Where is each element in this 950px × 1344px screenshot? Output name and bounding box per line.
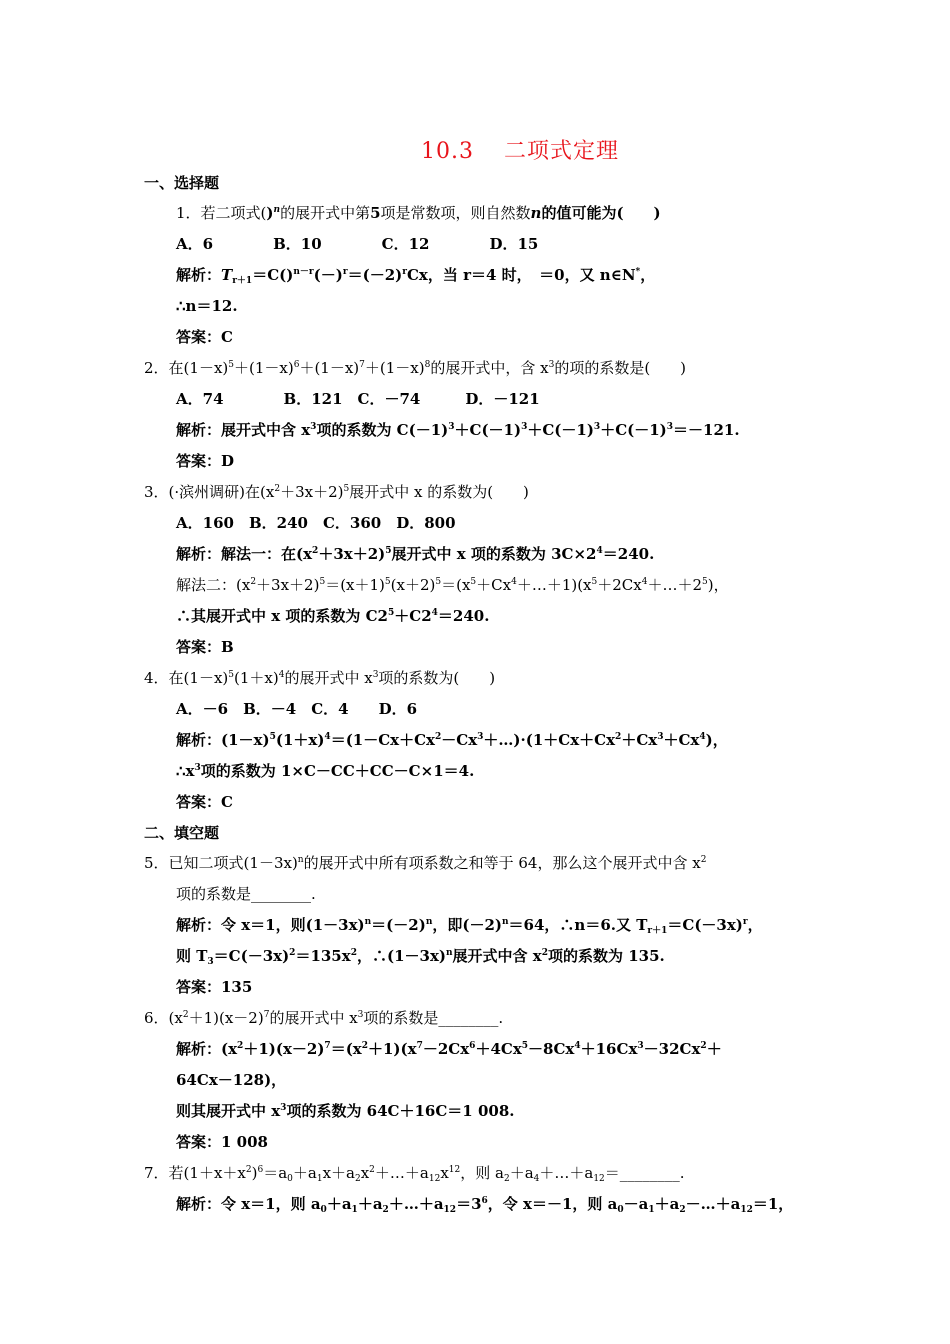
- question-1-options: A．6 B．10 C．12 D．15: [176, 235, 539, 253]
- question-2-answer: 答案：D: [176, 452, 235, 470]
- question-1-answer: 答案：C: [176, 328, 233, 346]
- question-6-solution-line2: 64Cx－128)，: [176, 1071, 287, 1089]
- question-5-stem-line2: 项的系数是________.: [176, 885, 316, 903]
- question-6-solution: 解析：$(x^2+1)(x-2)^7=(x^2+1)(x^7-2Cx^6+4Cx^5-8Cx^4+16Cx^3-32Cx^2+$: [176, 1040, 722, 1058]
- question-3-answer: 答案：B: [176, 638, 234, 656]
- question-1-stem: 1．若二项式()$^n$的展开式中第5项是常数项，则自然数n的值可能为( ): [176, 204, 661, 222]
- question-5-answer: 答案：135: [176, 978, 253, 996]
- question-7-solution: 解析：令 x＝1，则 $a_0+a_1+a_2+\dots+a_{12}=3^6$，令 x＝－1，则 $a_0-a_1+a_2-\dots+a_{12}=1$，: [176, 1195, 794, 1215]
- question-4-options: A．－6 B．－4 C．4 D．6: [176, 700, 418, 718]
- question-5-stem: 5．已知二项式$(1-3x)^n$的展开式中所有项系数之和等于 64，那么这个展开式中含 $x^2$: [144, 854, 707, 872]
- question-2-stem: 2．在$(1-x)^5+(1-x)^6+(1-x)^7+(1-x)^8$的展开式中，含 $x^3$的项的系数是( ): [144, 359, 687, 377]
- question-7-stem: 7．若$(1+x+x^2)^6=a_0+a_1x+a_2x^2+\dots+a_{12}x^{12}$，则 $a_2+a_4+\dots+a_{12}=\_\_\_\_\_\_\_\_$.: [144, 1164, 685, 1184]
- section-number: 10.3: [421, 139, 474, 164]
- question-1-solution: 解析：$T_{r+1}=C()^{n-r}(-)^r=(-2)^rCx$，当 r＝4 时， ＝0，又 n∈N*，: [176, 266, 656, 286]
- page-title: [0, 134, 950, 165]
- question-3-solution-method1: 解析：解法一：在$(x^2+3x+2)^5$展开式中 x 项的系数为 $3C\times 2^4=240$.: [176, 545, 655, 563]
- question-3-stem: 3．(·滨州调研)在$(x^2+3x+2)^5$展开式中 x 的系数为( ): [144, 483, 529, 501]
- question-3-solution-method2: 解法二：$(x^2+3x+2)^5=(x+1)^5(x+2)^5=(x^5+Cx^4+\dots+1)(x^5+2Cx^4+\dots+2^5)$，: [176, 576, 729, 594]
- question-6-solution-line3: 则其展开式中 $x^3$项的系数为 64C＋16C＝1 008.: [176, 1102, 515, 1120]
- question-6-answer: 答案：1 008: [176, 1133, 268, 1151]
- section-heading-fill: 二、填空题: [144, 824, 220, 842]
- question-3-options: A．160 B．240 C．360 D．800: [176, 514, 456, 532]
- section-title: 二项式定理: [503, 139, 619, 164]
- section-heading-choice: 一、选择题: [144, 174, 220, 192]
- question-3-solution-conclusion: ∴其展开式中 x 项的系数为 $C2^5+C2^4=240$.: [176, 607, 490, 625]
- question-2-options: A．74 B．121 C．－74 D．－121: [176, 390, 540, 408]
- question-2-solution: 解析：展开式中含 $x^3$项的系数为 $C(-1)^3+C(-1)^3+C(-1)^3+C(-1)^3=-121$.: [176, 421, 740, 439]
- question-5-solution-line2: 则 $T_3=C(-3x)^2=135x^2$，$\therefore(1-3x)^n$展开式中含 $x^2$项的系数为 135.: [176, 947, 665, 967]
- question-5-solution: 解析：令 x＝1，则$(1-3x)^n=(-2)^n$，即$(-2)^n=64$，∴n＝6.又 $T_{r+1}=C(-3x)^r$，: [176, 916, 763, 936]
- question-6-stem: 6．$(x^2+1)(x-2)^7$的展开式中 $x^3$项的系数是________.: [144, 1009, 504, 1027]
- question-4-solution: 解析：$(1-x)^5(1+x)^4=(1-Cx+Cx^2-Cx^3+\dots)\cdot(1+Cx+Cx^2+Cx^3+Cx^4)$，: [176, 731, 728, 749]
- question-4-answer: 答案：C: [176, 793, 233, 811]
- question-4-solution-line2: $\therefore x^3$项的系数为 1×C－CC＋CC－C×1＝4.: [176, 762, 475, 780]
- question-4-stem: 4．在$(1-x)^5(1+x)^4$的展开式中 $x^3$项的系数为( ): [144, 669, 496, 687]
- question-1-solution-line2: ∴n＝12.: [176, 297, 238, 315]
